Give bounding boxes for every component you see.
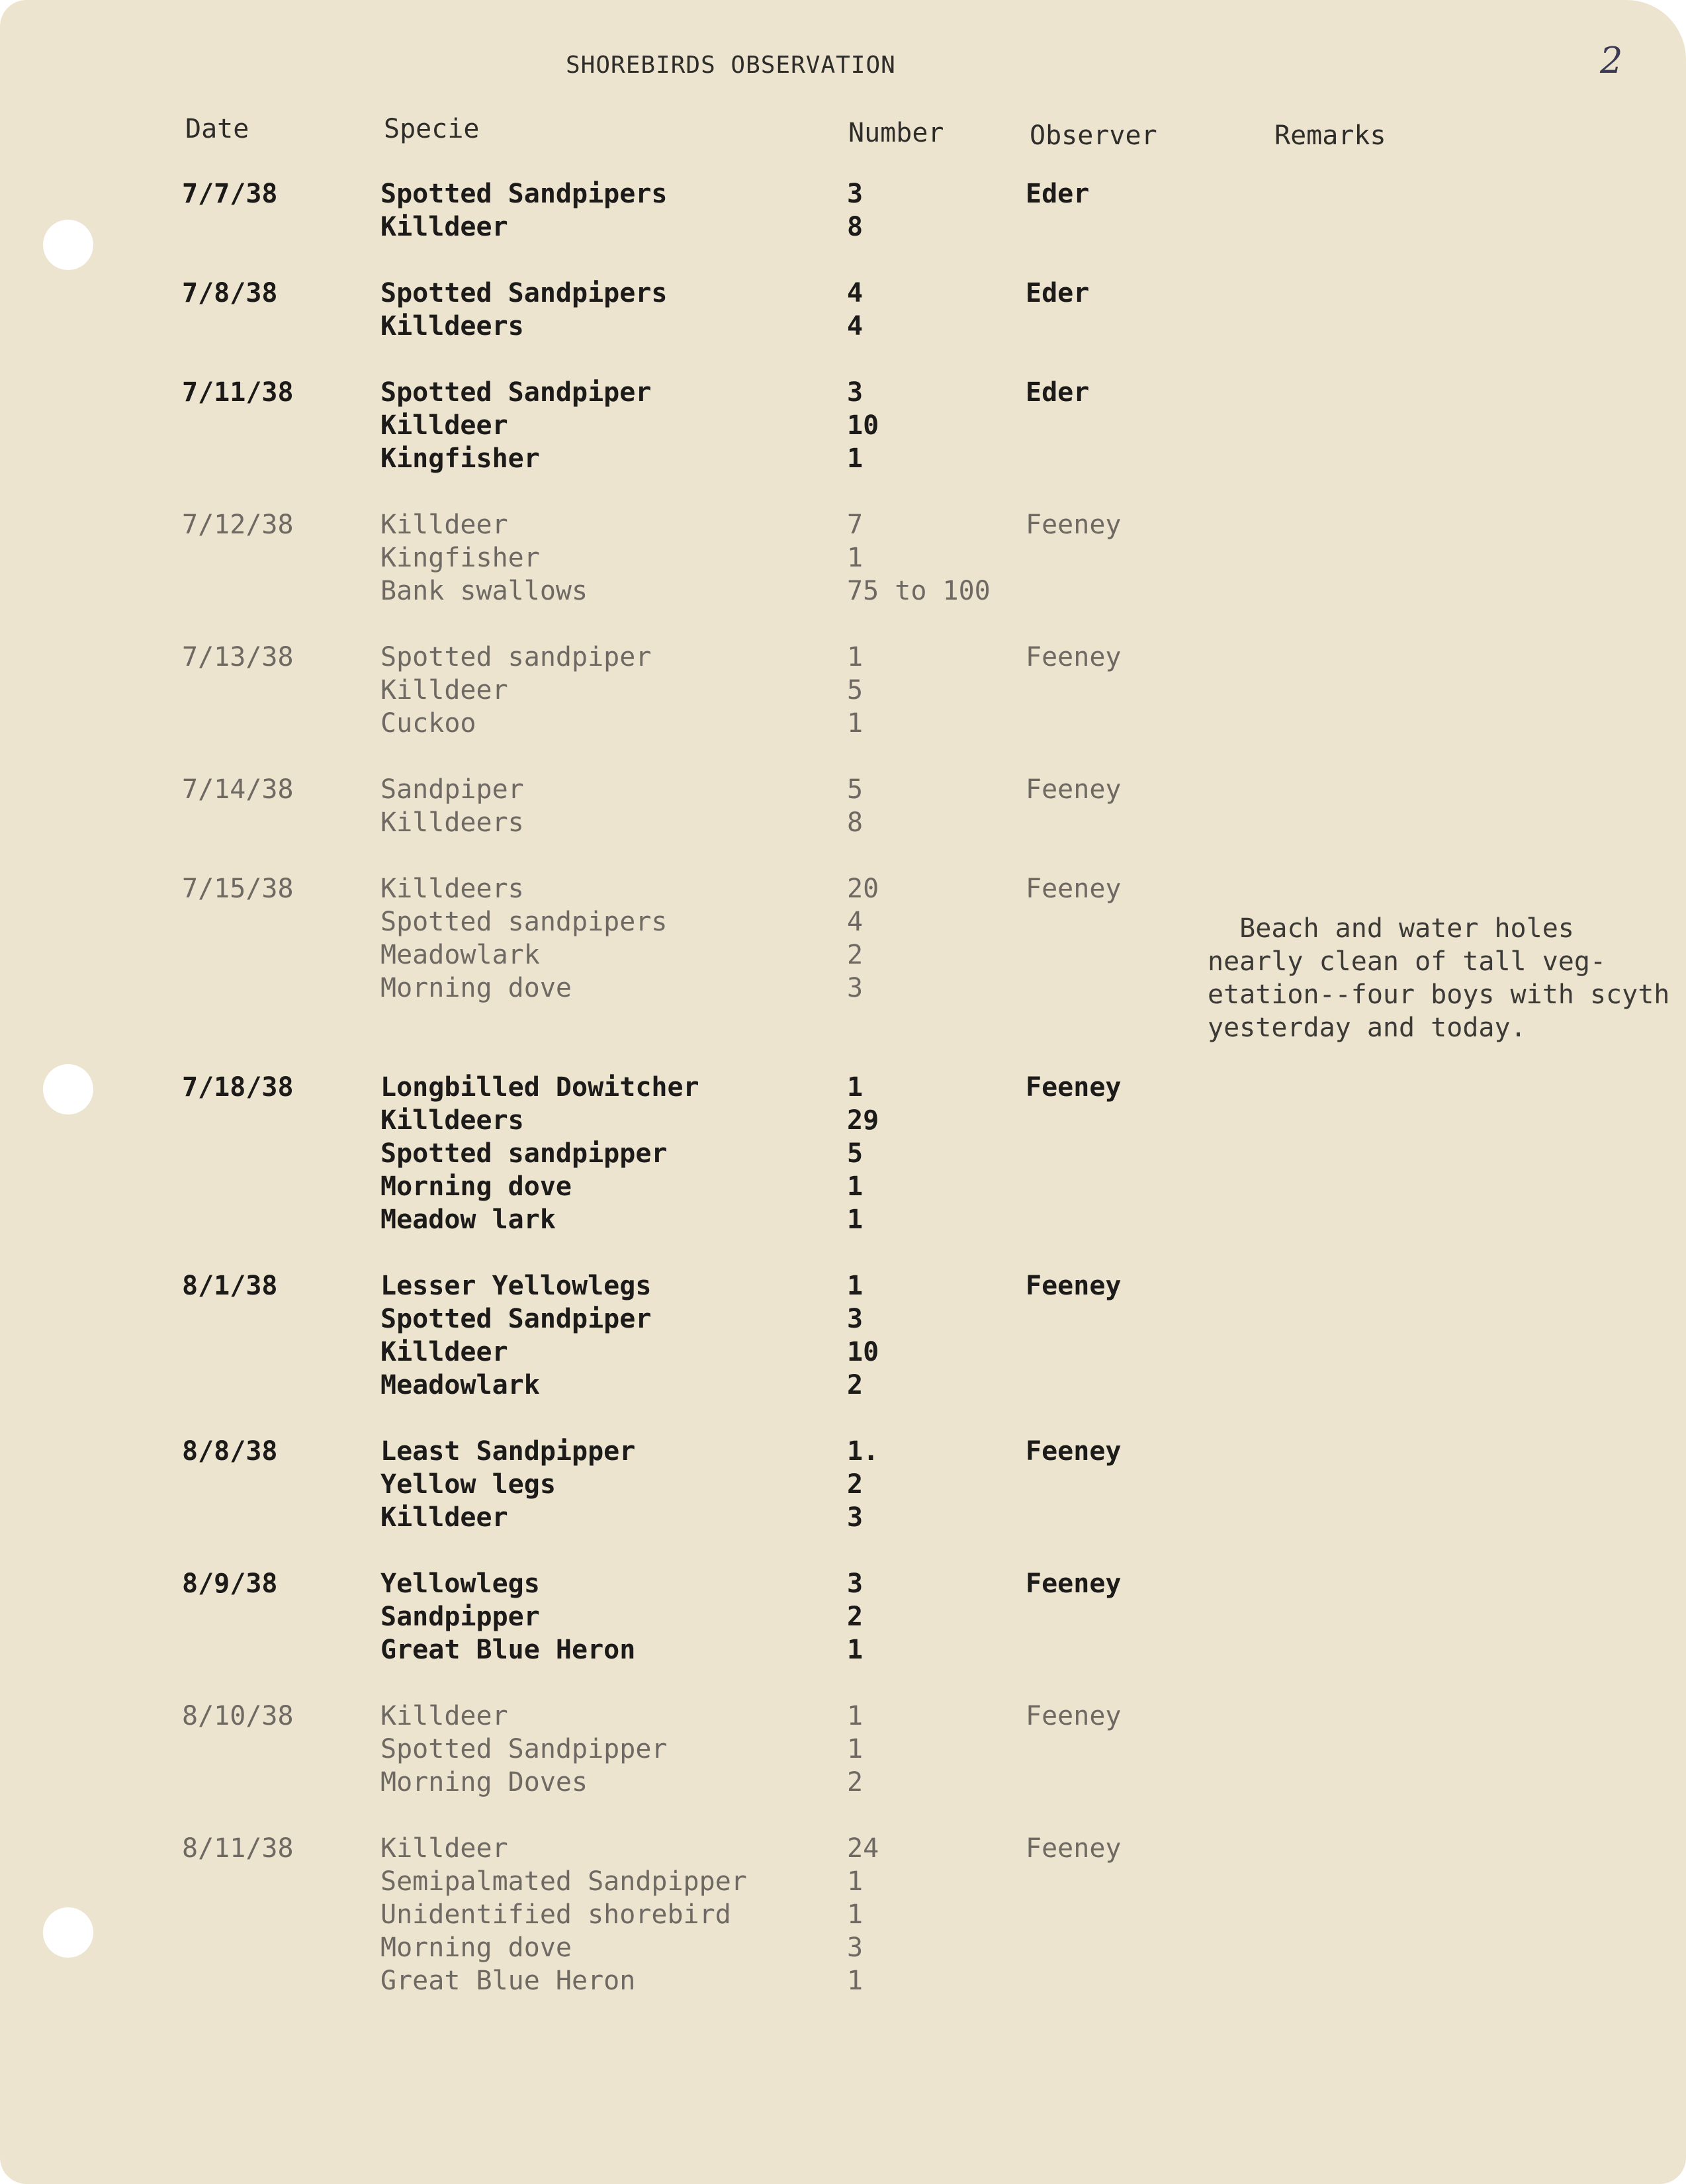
species-name: Kingfisher bbox=[380, 543, 540, 573]
entry-date: 8/10/38 bbox=[182, 1701, 294, 1731]
species-count: 1 bbox=[847, 1966, 864, 1996]
entry-number-list bbox=[847, 177, 863, 244]
species-count: 2 bbox=[847, 940, 864, 970]
species-name: Spotted Sandpipers bbox=[380, 179, 668, 209]
species-name: Lesser Yellowlegs bbox=[380, 1271, 652, 1301]
species-name: Killdeer bbox=[380, 675, 508, 705]
entry-remarks: Beach and water holes nearly clean of tall veg- etation--four boys with scyth yesterday and today. bbox=[1208, 913, 1670, 1043]
entry-observer: Eder bbox=[1026, 377, 1090, 408]
entry-number-list bbox=[847, 508, 991, 608]
document-title: SHOREBIRDS OBSERVATION bbox=[566, 52, 896, 79]
entry-number-list bbox=[847, 773, 863, 839]
species-name: Killdeer bbox=[380, 212, 508, 242]
species-name: Sandpipper bbox=[380, 1602, 540, 1632]
entry-observer: Eder bbox=[1026, 179, 1090, 209]
header-remarks: Remarks bbox=[1274, 120, 1386, 151]
species-name: Morning dove bbox=[380, 1171, 572, 1202]
species-count: 3 bbox=[847, 973, 864, 1003]
species-name: Morning dove bbox=[380, 1933, 572, 1963]
binder-hole bbox=[43, 1907, 93, 1958]
entry-species-list bbox=[380, 1832, 747, 1997]
binder-hole bbox=[43, 1064, 93, 1115]
entry-species-list bbox=[380, 1071, 699, 1236]
page-number: 2 bbox=[1600, 40, 1623, 81]
species-name: Killdeer bbox=[380, 1502, 508, 1533]
species-name: Morning Doves bbox=[380, 1767, 588, 1797]
species-count: 3 bbox=[847, 1502, 864, 1533]
entry-observer: Feeney bbox=[1026, 642, 1122, 672]
entry-date: 7/7/38 bbox=[182, 179, 278, 209]
species-name: Great Blue Heron bbox=[380, 1635, 636, 1665]
entry-number-list bbox=[847, 872, 879, 1005]
header-date: Date bbox=[185, 114, 249, 144]
entry-number-list bbox=[847, 376, 879, 475]
species-count: 1 bbox=[847, 1866, 864, 1897]
entry-species-list bbox=[380, 277, 667, 343]
species-name: Spotted Sandpiper bbox=[380, 1304, 652, 1334]
species-count: 1 bbox=[847, 1072, 864, 1103]
species-count: 1 bbox=[847, 1171, 864, 1202]
species-count: 29 bbox=[847, 1105, 879, 1136]
species-count: 1 bbox=[847, 1899, 864, 1930]
species-name: Spotted Sandpiper bbox=[380, 377, 652, 408]
entry-date: 8/9/38 bbox=[182, 1569, 278, 1599]
species-name: Sandpiper bbox=[380, 774, 524, 805]
header-number: Number bbox=[848, 118, 944, 148]
entry-date: 8/11/38 bbox=[182, 1833, 294, 1864]
entry-number-list bbox=[847, 1700, 863, 1799]
entry-date: 7/12/38 bbox=[182, 510, 294, 540]
species-count: 3 bbox=[847, 1304, 864, 1334]
entry-observer: Feeney bbox=[1026, 1569, 1122, 1599]
entry-observer: Feeney bbox=[1026, 774, 1122, 805]
species-name: Kingfisher bbox=[380, 443, 540, 474]
species-name: Bank swallows bbox=[380, 576, 588, 606]
entry-observer: Feeney bbox=[1026, 874, 1122, 904]
entry-number-list bbox=[847, 1567, 863, 1666]
species-count: 8 bbox=[847, 212, 864, 242]
species-count: 10 bbox=[847, 1337, 879, 1367]
entry-observer: Feeney bbox=[1026, 1271, 1122, 1301]
entry-species-list bbox=[380, 872, 667, 1005]
entry-observer: Feeney bbox=[1026, 1072, 1122, 1103]
species-name: Semipalmated Sandpipper bbox=[380, 1866, 747, 1897]
species-count: 7 bbox=[847, 510, 864, 540]
entry-observer: Feeney bbox=[1026, 1833, 1122, 1864]
entry-number-list bbox=[847, 1435, 879, 1534]
entry-observer: Feeney bbox=[1026, 510, 1122, 540]
entry-number-list bbox=[847, 277, 863, 343]
entry-date: 7/15/38 bbox=[182, 874, 294, 904]
species-name: Morning dove bbox=[380, 973, 572, 1003]
species-count: 1 bbox=[847, 1205, 864, 1235]
species-count: 4 bbox=[847, 278, 864, 308]
entry-species-list bbox=[380, 1435, 635, 1534]
species-name: Yellowlegs bbox=[380, 1569, 540, 1599]
entry-date: 7/13/38 bbox=[182, 642, 294, 672]
species-name: Killdeers bbox=[380, 1105, 524, 1136]
species-name: Killdeers bbox=[380, 874, 524, 904]
species-count: 1 bbox=[847, 1271, 864, 1301]
entry-species-list bbox=[380, 641, 651, 740]
species-count: 10 bbox=[847, 410, 879, 441]
species-count: 1. bbox=[847, 1436, 879, 1467]
entry-species-list bbox=[380, 1269, 651, 1402]
entry-species-list bbox=[380, 177, 667, 244]
header-species: Specie bbox=[384, 114, 480, 144]
entry-date: 8/8/38 bbox=[182, 1436, 278, 1467]
entry-date: 7/14/38 bbox=[182, 774, 294, 805]
species-count: 1 bbox=[847, 443, 864, 474]
species-count: 3 bbox=[847, 377, 864, 408]
entry-date: 8/1/38 bbox=[182, 1271, 278, 1301]
species-name: Least Sandpipper bbox=[380, 1436, 636, 1467]
entry-observer: Feeney bbox=[1026, 1701, 1122, 1731]
species-count: 2 bbox=[847, 1370, 864, 1400]
species-name: Killdeers bbox=[380, 311, 524, 341]
species-name: Killdeer bbox=[380, 1337, 508, 1367]
species-name: Great Blue Heron bbox=[380, 1966, 636, 1996]
entry-date: 7/18/38 bbox=[182, 1072, 294, 1103]
species-name: Yellow legs bbox=[380, 1469, 556, 1500]
entry-date: 7/11/38 bbox=[182, 377, 294, 408]
header-observer: Observer bbox=[1030, 120, 1157, 151]
species-count: 1 bbox=[847, 708, 864, 739]
species-count: 1 bbox=[847, 1701, 864, 1731]
species-name: Killdeer bbox=[380, 1833, 508, 1864]
entry-number-list bbox=[847, 1071, 879, 1236]
entry-number-list bbox=[847, 641, 863, 740]
species-name: Killdeer bbox=[380, 1701, 508, 1731]
species-name: Spotted sandpipers bbox=[380, 907, 668, 937]
species-count: 3 bbox=[847, 1569, 864, 1599]
entry-date: 7/8/38 bbox=[182, 278, 278, 308]
species-count: 8 bbox=[847, 807, 864, 838]
species-count: 3 bbox=[847, 179, 864, 209]
species-name: Meadowlark bbox=[380, 1370, 540, 1400]
species-name: Unidentified shorebird bbox=[380, 1899, 731, 1930]
species-name: Killdeer bbox=[380, 410, 508, 441]
species-count: 24 bbox=[847, 1833, 879, 1864]
species-count: 4 bbox=[847, 311, 864, 341]
entry-species-list bbox=[380, 508, 588, 608]
entry-species-list bbox=[380, 773, 524, 839]
species-count: 2 bbox=[847, 1602, 864, 1632]
entry-number-list bbox=[847, 1269, 879, 1402]
species-count: 1 bbox=[847, 1635, 864, 1665]
species-count: 3 bbox=[847, 1933, 864, 1963]
species-name: Spotted Sandpipper bbox=[380, 1734, 668, 1764]
entry-observer: Eder bbox=[1026, 278, 1090, 308]
entry-number-list bbox=[847, 1832, 879, 1997]
binder-hole bbox=[43, 220, 93, 270]
species-name: Spotted sandpiper bbox=[380, 642, 652, 672]
species-count: 1 bbox=[847, 543, 864, 573]
species-count: 20 bbox=[847, 874, 879, 904]
species-count: 1 bbox=[847, 1734, 864, 1764]
species-name: Spotted Sandpipers bbox=[380, 278, 668, 308]
species-name: Spotted sandpipper bbox=[380, 1138, 668, 1169]
species-count: 5 bbox=[847, 774, 864, 805]
species-count: 1 bbox=[847, 642, 864, 672]
entry-species-list bbox=[380, 1700, 667, 1799]
species-name: Killdeers bbox=[380, 807, 524, 838]
entry-species-list bbox=[380, 1567, 635, 1666]
entry-species-list bbox=[380, 376, 651, 475]
species-name: Killdeer bbox=[380, 510, 508, 540]
species-count: 2 bbox=[847, 1767, 864, 1797]
entry-observer: Feeney bbox=[1026, 1436, 1122, 1467]
species-count: 5 bbox=[847, 1138, 864, 1169]
species-name: Cuckoo bbox=[380, 708, 476, 739]
species-count: 4 bbox=[847, 907, 864, 937]
species-name: Longbilled Dowitcher bbox=[380, 1072, 699, 1103]
species-count: 2 bbox=[847, 1469, 864, 1500]
species-name: Meadow lark bbox=[380, 1205, 556, 1235]
species-name: Meadowlark bbox=[380, 940, 540, 970]
species-count: 5 bbox=[847, 675, 864, 705]
species-count: 75 to 100 bbox=[847, 576, 991, 606]
